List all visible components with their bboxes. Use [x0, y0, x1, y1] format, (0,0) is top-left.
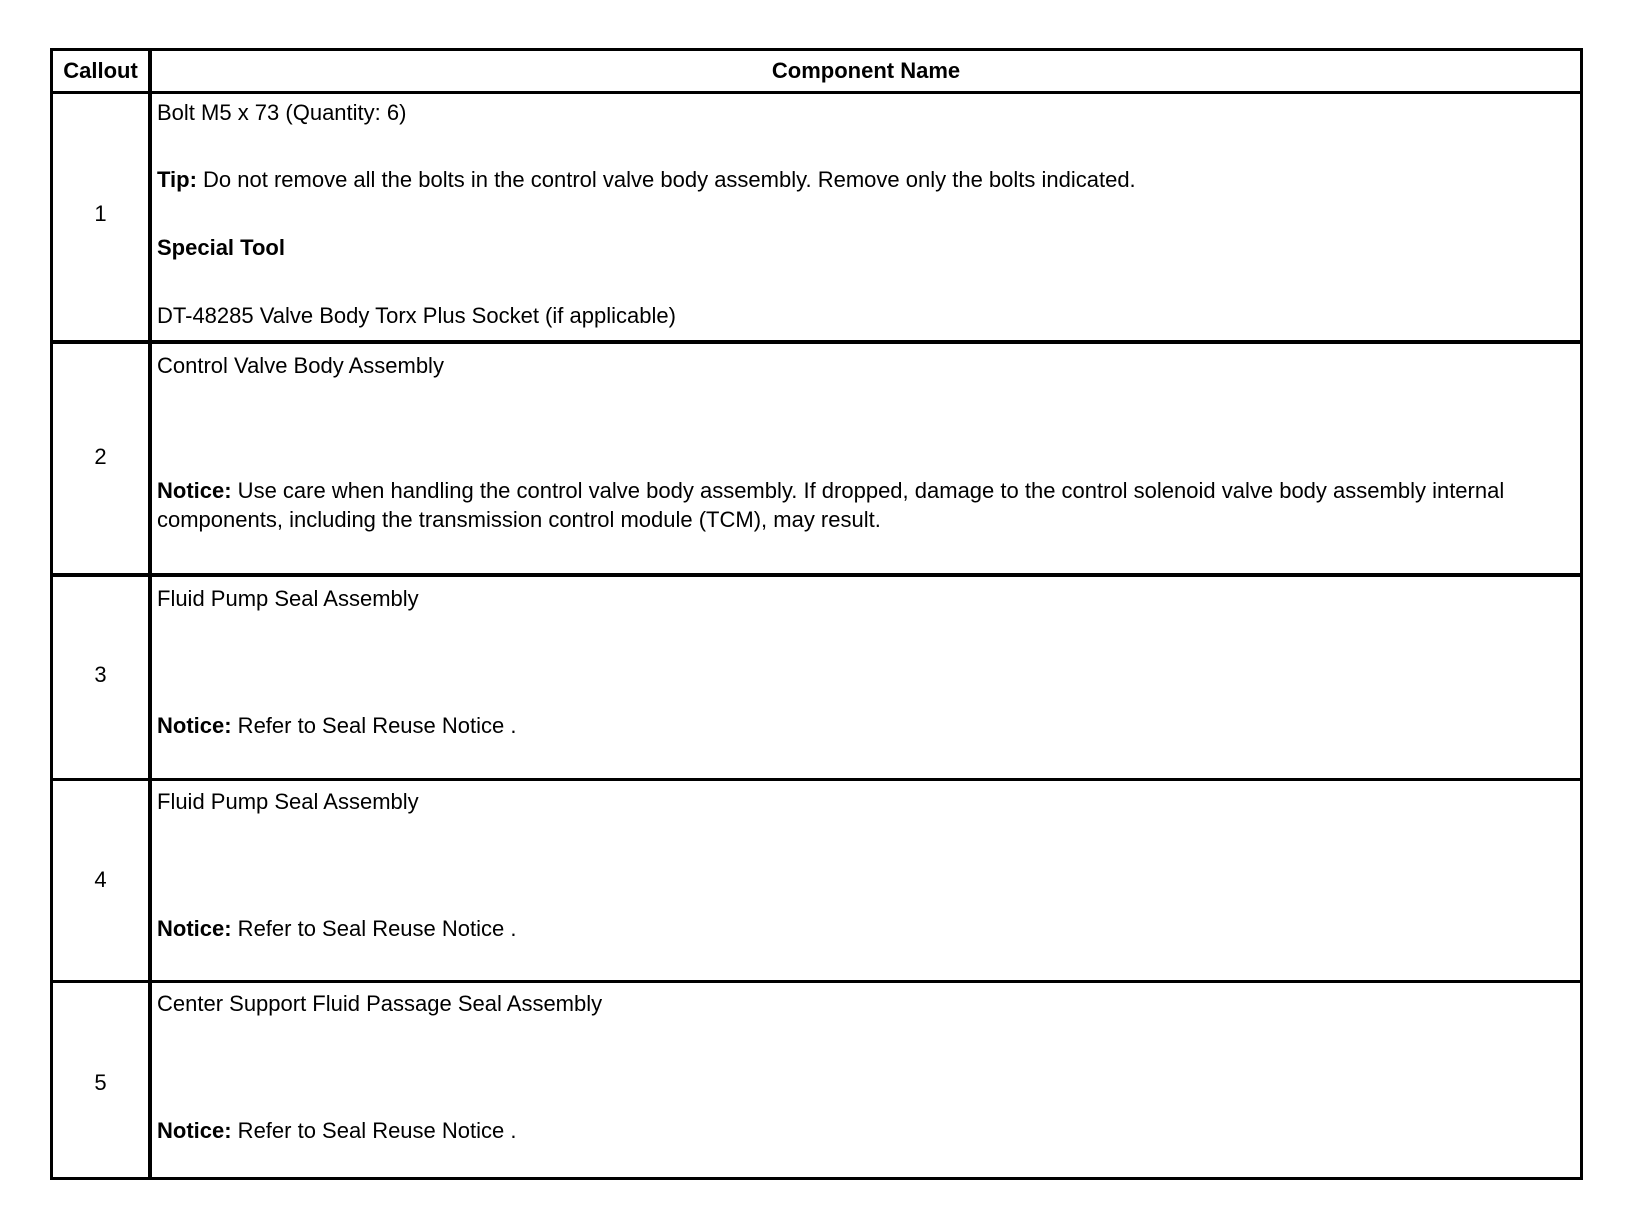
tip-note: [157, 165, 1530, 194]
header-component-name: Component Name: [771, 58, 961, 83]
special-tool-heading: Special Tool: [157, 235, 285, 260]
callout-number: 2: [94, 444, 107, 469]
callout-number: 4: [94, 867, 107, 892]
table-row: [53, 94, 1580, 344]
notice-label: Notice:: [157, 916, 232, 941]
component-name: Bolt M5 x 73 (Quantity: 6): [157, 100, 407, 125]
table-row: [53, 577, 1580, 781]
notice-label: Notice:: [157, 1118, 232, 1143]
tip-text: Do not remove all the bolts in the control valve body assembly. Remove only the bolts indicated.: [196, 167, 1136, 192]
notice-label: Notice:: [157, 478, 232, 503]
components-table: [50, 48, 1583, 1180]
component-name: Fluid Pump Seal Assembly: [157, 586, 419, 611]
tip-label: Tip:: [157, 167, 197, 192]
table-header-row: [53, 51, 1580, 94]
table-row: [53, 344, 1580, 577]
callout-number: 1: [94, 201, 107, 226]
notice-note: [157, 914, 1530, 943]
table-row: [53, 781, 1580, 983]
notice-text: Use care when handling the control valve body assembly. If dropped, damage to the control solenoid valve body assembly internal components, including the transmission control module (TCM), may result.: [157, 478, 1505, 532]
component-name: Center Support Fluid Passage Seal Assembly: [157, 991, 603, 1016]
component-name: Control Valve Body Assembly: [157, 353, 444, 378]
notice-note: [157, 711, 1530, 740]
table-row: [53, 983, 1580, 1177]
notice-text: Refer to Seal Reuse Notice .: [231, 713, 517, 738]
notice-label: Notice:: [157, 713, 232, 738]
callout-number: 3: [94, 662, 107, 687]
notice-note: [157, 476, 1520, 534]
header-callout: Callout: [63, 58, 138, 83]
callout-number: 5: [94, 1070, 107, 1095]
component-name: Fluid Pump Seal Assembly: [157, 789, 419, 814]
notice-note: [157, 1116, 1530, 1145]
notice-text: Refer to Seal Reuse Notice .: [231, 1118, 517, 1143]
notice-text: Refer to Seal Reuse Notice .: [231, 916, 517, 941]
special-tool: DT-48285 Valve Body Torx Plus Socket (if applicable): [157, 303, 676, 328]
